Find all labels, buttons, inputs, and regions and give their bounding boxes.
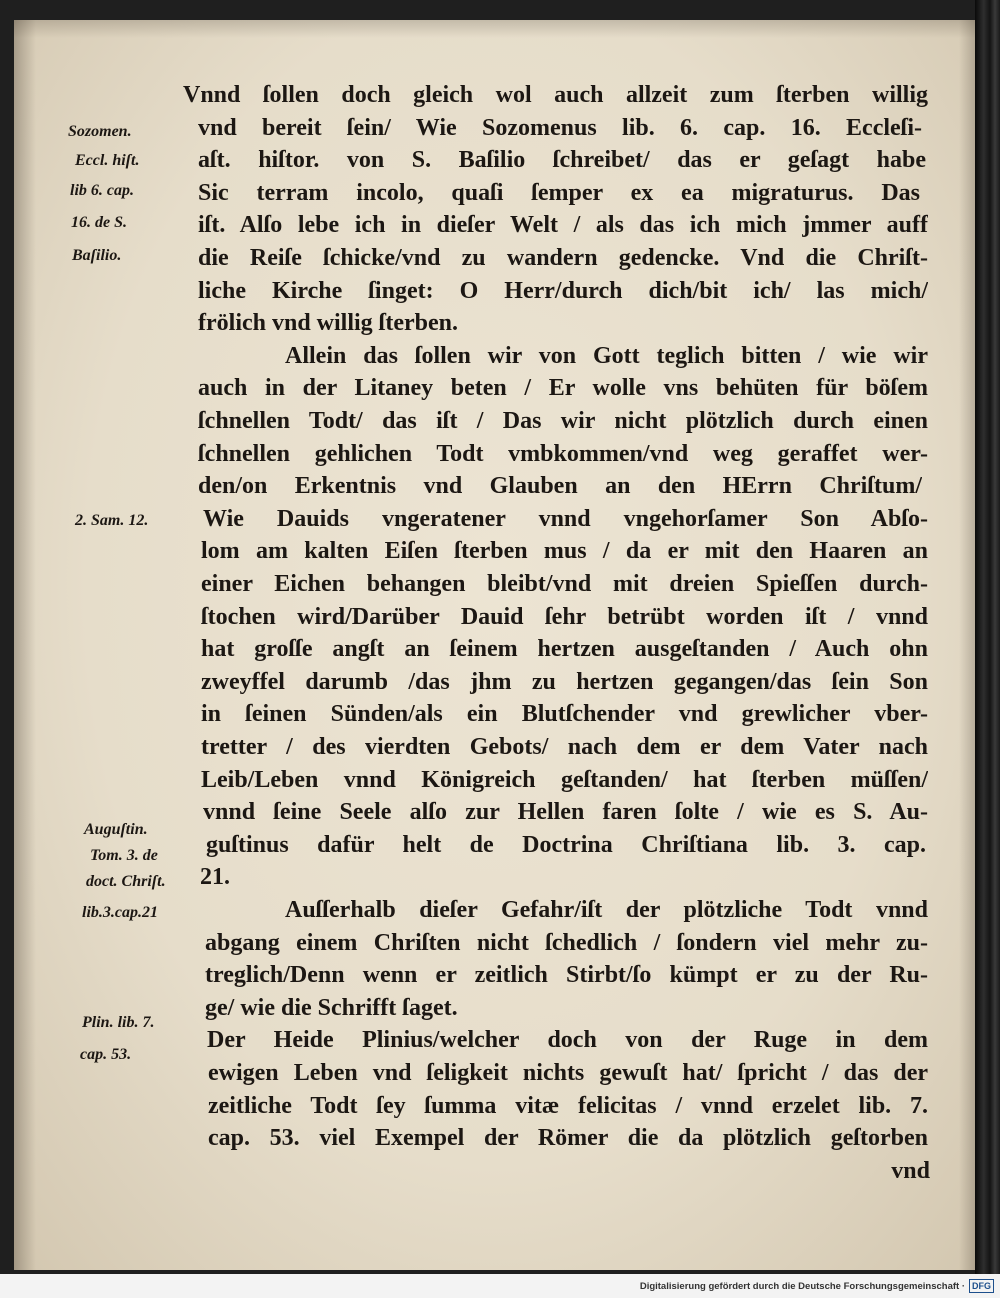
margin-note: cap. 53. xyxy=(80,1046,132,1063)
margin-note: lib 6. cap. xyxy=(70,182,134,199)
digitization-footer xyxy=(0,1274,1000,1298)
text-line: den/on Erkentnis vnd Glauben an den HErrn Chriſtum/ xyxy=(198,473,922,499)
text-line: tretter / des vierdten Gebots/ nach dem er dem Vater nach xyxy=(201,734,928,760)
text-line: abgang einem Chriſten nicht ſchedlich / ſondern viel mehr zu- xyxy=(205,930,928,956)
dfg-logo: DFG xyxy=(969,1279,994,1293)
margin-note: doct. Chriſt. xyxy=(86,873,166,890)
text-line: hat groſſe angſt an ſeinem hertzen ausgeſtanden / Auch ohn xyxy=(201,636,928,662)
margin-note: Sozomen. xyxy=(68,123,132,140)
text-line: einer Eichen behangen bleibt/vnd mit dreien Spieſſen durch- xyxy=(201,571,928,597)
text-line: cap. 53. viel Exempel der Römer die da plötzlich geſtorben xyxy=(208,1125,928,1151)
text-line: ſtochen wird/Darüber Dauid ſehr betrübt worden iſt / vnnd xyxy=(201,604,928,630)
text-line: liche Kirche ſinget: O Herr/durch dich/bit ich/ las mich/ xyxy=(198,278,928,304)
text-line: Wie Dauids vngeratener vnnd vngehorſamer Son Abſo- xyxy=(203,506,928,532)
text-line: vnd bereit ſein/ Wie Sozomenus lib. 6. cap. 16. Eccleſi- xyxy=(198,115,922,141)
text-line: zeitliche Todt ſey ſumma vitæ felicitas / vnnd erzelet lib. 7. xyxy=(208,1093,928,1119)
text-line: guſtinus dafür helt de Doctrina Chriſtiana lib. 3. cap. xyxy=(206,832,926,858)
text-line: in ſeinen Sünden/als ein Blutſchender vnd grewlicher vber- xyxy=(201,701,928,727)
text-line: iſt. Alſo lebe ich in dieſer Welt / als das ich mich jmmer auff xyxy=(198,212,928,238)
margin-note: Baſilio. xyxy=(72,247,122,264)
text-line: die Reiſe ſchicke/vnd zu wandern gedencke. Vnd die Chriſt- xyxy=(198,245,928,271)
text-line: 21. xyxy=(200,864,230,890)
text-line: zweyffel darumb /das jhm zu hertzen gegangen/das ſein Son xyxy=(201,669,928,695)
text-line: vnnd ſeine Seele alſo zur Hellen faren ſolte / wie es S. Au- xyxy=(203,799,928,825)
text-line: lom am kalten Eiſen ſterben mus / da er mit den Haaren an xyxy=(201,538,928,564)
book-edge xyxy=(975,0,1000,1274)
margin-note: Eccl. hiſt. xyxy=(75,152,140,169)
margin-note: lib.3.cap.21 xyxy=(82,904,158,921)
margin-note: Plin. lib. 7. xyxy=(82,1014,155,1031)
text-line: Sic terram incolo, quaſi ſemper ex ea migraturus. Das xyxy=(198,180,920,206)
margin-note: Auguſtin. xyxy=(84,821,148,838)
text-line: ewigen Leben vnd ſeligkeit nichts gewuſt hat/ ſpricht / das der xyxy=(208,1060,928,1086)
text-line: treglich/Denn wenn er zeitlich Stirbt/ſo kümpt er zu der Ru- xyxy=(205,962,928,988)
text-line: frölich vnd willig ſterben. xyxy=(198,310,458,336)
text-line: ge/ wie die Schrifft ſaget. xyxy=(205,995,458,1021)
text-line: Vnnd ſollen doch gleich wol auch allzeit zum ſterben willig xyxy=(183,82,928,108)
margin-note: Tom. 3. de xyxy=(90,847,158,864)
text-line: ſchnellen Todt/ das iſt / Das wir nicht plötzlich durch einen xyxy=(198,408,928,434)
catchword: vnd xyxy=(891,1158,930,1184)
text-line: ſchnellen gehlichen Todt vmbkommen/vnd weg geraffet wer- xyxy=(198,441,928,467)
text-line: Auſſerhalb dieſer Gefahr/iſt der plötzliche Todt vnnd xyxy=(285,897,928,923)
digitization-credit: Digitalisierung gefördert durch die Deutsche Forschungsgemeinschaft · xyxy=(639,1280,965,1292)
book-page xyxy=(14,20,975,1270)
text-line: Der Heide Plinius/welcher doch von der Ruge in dem xyxy=(207,1027,928,1053)
text-line: Allein das ſollen wir von Gott teglich bitten / wie wir xyxy=(285,343,928,369)
text-line: Leib/Leben vnnd Königreich geſtanden/ hat ſterben müſſen/ xyxy=(201,767,928,793)
text-line: aſt. hiſtor. von S. Baſilio ſchreibet/ das er geſagt habe xyxy=(198,147,926,173)
margin-note: 16. de S. xyxy=(71,214,127,231)
text-line: auch in der Litaney beten / Er wolle vns behüten für böſem xyxy=(198,375,928,401)
margin-note: 2. Sam. 12. xyxy=(75,512,149,529)
